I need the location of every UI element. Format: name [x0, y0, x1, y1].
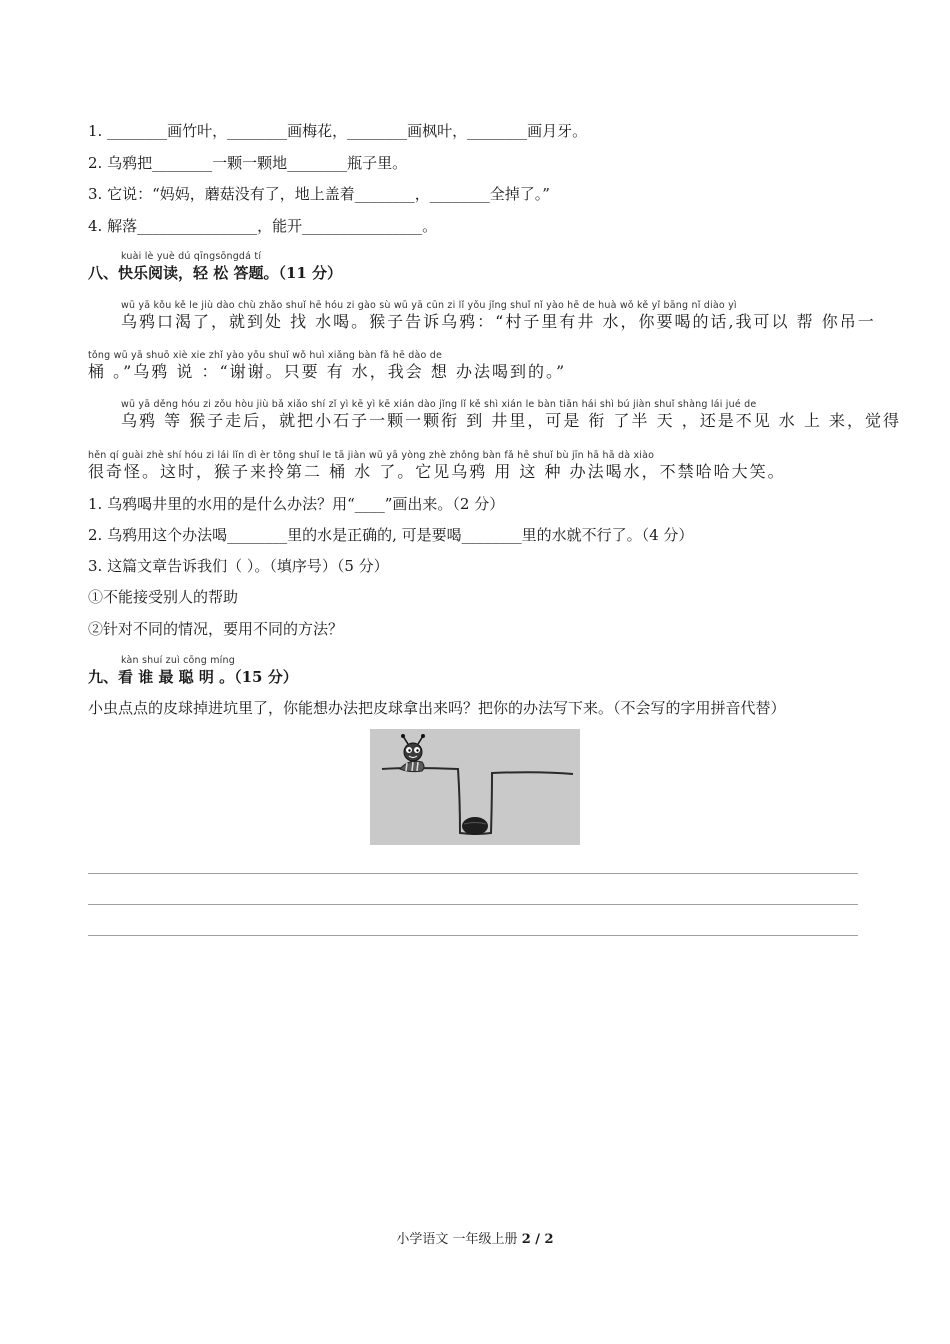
fill-blank-4: 4. 解落________________，能开________________。: [88, 217, 438, 235]
section9-heading-pinyin: kàn shuí zuì cōng míng: [121, 655, 235, 666]
passage-pinyin-2: tǒng wū yā shuō xiè xie zhǐ yào yǒu shuǐ wǒ huì xiǎng bàn fǎ hē dào de: [88, 350, 443, 361]
footer-subject: 小学语文 一年级上册: [396, 1232, 518, 1247]
fill-blank-2: 2. 乌鸦把________一颗一颗地________瓶子里。: [88, 154, 408, 172]
passage-line-1: 乌鸦口渴了，就到处 找 水喝。猴子告诉乌鸦：“村子里有井 水，你要喝的话,我可以 帮 你吊一: [121, 312, 876, 331]
passage-pinyin-1: wū yā kǒu kě le jiù dào chù zhǎo shuǐ hē hóu zi gào sù wū yā cūn zi lǐ yǒu jǐng shuǐ nǐ yào hē de huà wǒ kě yǐ bāng nǐ diào yì: [121, 300, 737, 311]
passage-line-4: 很奇怪。这时，猴子来拎第二 桶 水 了。它见乌鸦 用 这 种 办法喝水，不禁哈哈大笑。: [88, 462, 786, 481]
section8-heading-pinyin: kuài lè yuè dú qīngsōngdá tí: [121, 251, 262, 262]
option-2: ②针对不同的情况，要用不同的方法？: [88, 620, 344, 638]
fill-blank-3: 3. 它说：“妈妈，蘑菇没有了，地上盖着________，________全掉了。”: [88, 185, 550, 203]
fill-blank-1: 1. ________画竹叶，________画梅花，________画枫叶，________画月牙。: [88, 122, 588, 140]
question8-1: 1. 乌鸦喝井里的水用的是什么办法？用“____”画出来。（2 分）: [88, 495, 505, 513]
question8-2: 2. 乌鸦用这个办法喝________里的水是正确的, 可是要喝________里的水就不行了。（4 分）: [88, 526, 694, 544]
passage-pinyin-4: hěn qí guài zhè shí hóu zi lái lǐn dì èr tǒng shuǐ le tā jiàn wū yā yòng zhè zhǒng bàn fǎ hē shuǐ bù jīn hā hā dà xiào: [88, 450, 655, 461]
page-number: 2 / 2: [521, 1232, 554, 1247]
page-footer: [0, 1228, 950, 1247]
option-1: ①不能接受别人的帮助: [88, 588, 239, 606]
passage-pinyin-3: wū yā děng hóu zi zǒu hòu jiù bǎ xiǎo shí zǐ yì kē yì kē xián dào jǐng lǐ kě shì xián le bàn tiān hái shì bú jiàn shuǐ shàng lái jué de: [121, 399, 757, 410]
passage-line-2: 桶 。”乌鸦 说 ：“谢谢。只要 有 水，我会 想 办法喝到的。”: [88, 362, 567, 381]
bug-ball-hole-illustration: [370, 729, 580, 845]
answer-line-3[interactable]: [88, 935, 858, 936]
section9-prompt: 小虫点点的皮球掉进坑里了，你能想办法把皮球拿出来吗？把你的办法写下来。（不会写的字用拼音代替）: [88, 699, 786, 717]
passage-line-3: 乌鸦 等 猴子走后，就把小石子一颗一颗衔 到 井里，可是 衔 了半 天 ，还是不见 水 上 来，觉得: [121, 411, 901, 430]
section9-heading: 九、看 谁 最 聪 明 。（15 分）: [88, 668, 298, 686]
question8-3: 3. 这篇文章告诉我们（ ）。（填序号）（5 分）: [88, 557, 389, 575]
answer-line-1[interactable]: [88, 873, 858, 874]
answer-line-2[interactable]: [88, 904, 858, 905]
section8-heading: 八、快乐阅读，轻 松 答题。（11 分）: [88, 264, 343, 282]
ball-icon: [462, 817, 488, 835]
